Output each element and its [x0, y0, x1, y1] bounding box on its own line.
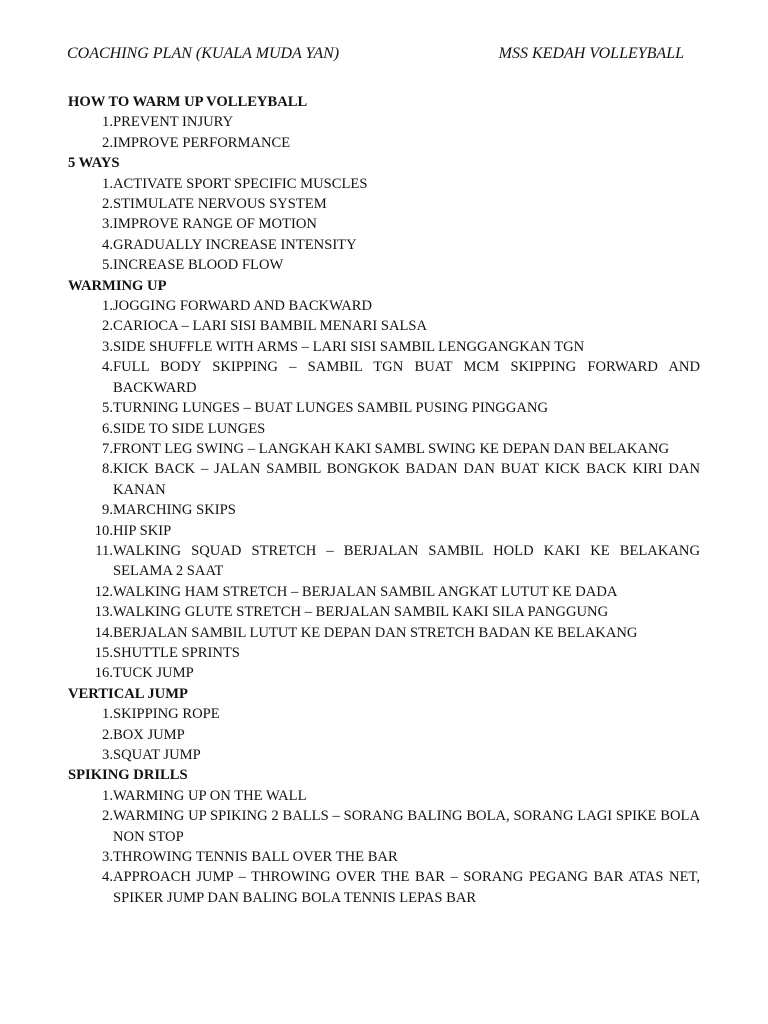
list-item-number-text: 1. — [102, 175, 113, 192]
list-item-number — [68, 439, 113, 459]
list-item-number-text: 4. — [102, 869, 113, 886]
list-item — [68, 316, 700, 336]
list-item — [68, 521, 700, 541]
list-item-text: SIDE TO SIDE LUNGES — [113, 420, 266, 437]
list-item-text: FULL BODY SKIPPING – SAMBIL TGN BUAT MCM SKIPPING FORWARD AND BACKWARD — [113, 359, 700, 396]
list-item — [68, 459, 700, 500]
list-item-number — [68, 174, 113, 194]
list-item-number — [68, 500, 113, 520]
list-item-number-text: 2. — [102, 196, 113, 213]
list-item-number-text: 4. — [102, 236, 113, 253]
list-item — [68, 174, 700, 194]
list-item — [68, 725, 700, 745]
list-item-number-text: 4. — [102, 359, 113, 376]
section-list — [68, 296, 700, 684]
list-item-number-text: 16. — [94, 665, 113, 682]
list-item-text: PREVENT INJURY — [113, 114, 234, 131]
list-item-number — [68, 847, 113, 867]
list-item — [68, 847, 700, 867]
list-item-number — [68, 112, 113, 132]
list-item-text: CARIOCA – LARI SISI BAMBIL MENARI SALSA — [113, 318, 428, 335]
list-item-number-text: 1. — [102, 787, 113, 804]
list-item-text: SHUTTLE SPRINTS — [113, 644, 240, 661]
section-heading: WARMING UP — [68, 277, 167, 294]
list-item — [68, 806, 700, 847]
list-item — [68, 643, 700, 663]
list-item-number — [68, 725, 113, 745]
document-body — [68, 92, 700, 908]
list-item — [68, 439, 700, 459]
list-item-text: THROWING TENNIS BALL OVER THE BAR — [113, 849, 398, 866]
list-item-number — [68, 255, 113, 275]
list-item-text: BERJALAN SAMBIL LUTUT KE DEPAN DAN STRETCH BADAN KE BELAKANG — [113, 624, 638, 641]
list-item-number-text: 2. — [102, 808, 113, 825]
list-item-number-text: 1. — [102, 114, 113, 131]
list-item — [68, 745, 700, 765]
list-item-number-text: 11. — [95, 542, 113, 559]
list-item-number — [68, 704, 113, 724]
list-item-text: APPROACH JUMP – THROWING OVER THE BAR – SORANG PEGANG BAR ATAS NET, SPIKER JUMP DAN BALING BOLA TENNIS LEPAS BAR — [113, 869, 700, 906]
header-organization: MSS KEDAH VOLLEYBALL — [498, 45, 684, 62]
list-item — [68, 541, 700, 582]
list-item-number-text: 14. — [94, 624, 113, 641]
list-item-text: TUCK JUMP — [113, 665, 194, 682]
section-list — [68, 112, 700, 153]
list-item-number — [68, 214, 113, 234]
list-item — [68, 133, 700, 153]
list-item-text: HIP SKIP — [113, 522, 172, 539]
list-item-text: JOGGING FORWARD AND BACKWARD — [113, 298, 373, 315]
list-item-text: MARCHING SKIPS — [113, 502, 236, 519]
list-item-number-text: 2. — [102, 726, 113, 743]
list-item-number — [68, 602, 113, 622]
list-item — [68, 255, 700, 275]
list-item-number-text: 1. — [102, 706, 113, 723]
page-header — [67, 45, 684, 67]
list-item-number-text: 3. — [102, 747, 113, 763]
section-heading: SPIKING DRILLS — [68, 767, 188, 784]
list-item — [68, 194, 700, 214]
list-item-number — [68, 235, 113, 255]
list-item-number-text: 8. — [102, 461, 113, 478]
list-item-text: WALKING HAM STRETCH – BERJALAN SAMBIL ANGKAT LUTUT KE DADA — [113, 583, 618, 600]
list-item — [68, 398, 700, 418]
list-item-number-text: 5. — [102, 400, 113, 417]
list-item — [68, 663, 700, 683]
list-item-text: WALKING GLUTE STRETCH – BERJALAN SAMBIL KAKI SILA PANGGUNG — [113, 604, 609, 621]
list-item-number — [68, 337, 113, 357]
list-item — [68, 704, 700, 724]
list-item-number-text: 10. — [94, 522, 113, 539]
section-list — [68, 704, 700, 765]
list-item-number-text: 12. — [94, 583, 113, 600]
list-item-number — [68, 806, 113, 847]
list-item-number-text: 1. — [102, 298, 113, 315]
section-heading: VERTICAL JUMP — [68, 685, 188, 702]
list-item-number — [68, 541, 113, 582]
list-item-text: STIMULATE NERVOUS SYSTEM — [113, 196, 327, 213]
list-item-number-text: 2. — [102, 134, 113, 151]
list-item-number — [68, 663, 113, 683]
list-item-number — [68, 623, 113, 643]
list-item-number-text: 15. — [94, 644, 113, 661]
list-item-text: SKIPPING ROPE — [113, 706, 220, 723]
list-item — [68, 112, 700, 132]
section-list — [68, 174, 700, 276]
list-item-number — [68, 357, 113, 398]
list-item-number-text: 9. — [102, 502, 113, 519]
list-item-number — [68, 582, 113, 602]
header-title: COACHING PLAN (KUALA MUDA YAN) — [67, 45, 340, 62]
list-item-number-text: 7. — [102, 440, 113, 457]
list-item-text: TURNING LUNGES – BUAT LUNGES SAMBIL PUSING PINGGANG — [113, 400, 548, 417]
list-item-number — [68, 867, 113, 908]
list-item-text: FRONT LEG SWING – LANGKAH KAKI SAMBL SWING KE DEPAN DAN BELAKANG — [113, 440, 670, 457]
list-item-text: WARMING UP SPIKING 2 BALLS – SORANG BALING BOLA, SORANG LAGI SPIKE BOLA NON STOP — [113, 808, 700, 845]
list-item-number-text: 2. — [102, 318, 113, 335]
list-item-text: GRADUALLY INCREASE INTENSITY — [113, 236, 357, 253]
list-item-number — [68, 643, 113, 663]
list-item-number — [68, 786, 113, 806]
list-item-number-text: 13. — [94, 604, 113, 621]
list-item — [68, 214, 700, 234]
list-item — [68, 296, 700, 316]
list-item-text: BOX JUMP — [113, 726, 185, 743]
list-item — [68, 786, 700, 806]
list-item-text: SIDE SHUFFLE WITH ARMS – LARI SISI SAMBIL LENGGANGKAN TGN — [113, 338, 585, 355]
list-item-number — [68, 521, 113, 541]
list-item — [68, 337, 700, 357]
list-item-number — [68, 296, 113, 316]
list-item-number-text: 6. — [102, 420, 113, 437]
list-item — [68, 419, 700, 439]
list-item — [68, 500, 700, 520]
list-item-text: ACTIVATE SPORT SPECIFIC MUSCLES — [113, 175, 368, 192]
section-list — [68, 786, 700, 908]
list-item-text: WARMING UP ON THE WALL — [113, 787, 307, 804]
list-item — [68, 582, 700, 602]
list-item-number — [68, 316, 113, 336]
list-item-number-text: 5. — [102, 257, 113, 274]
list-item-text: IMPROVE PERFORMANCE — [113, 134, 291, 151]
list-item-number — [68, 745, 113, 765]
list-item-text: WALKING SQUAD STRETCH – BERJALAN SAMBIL HOLD KAKI KE BELAKANG SELAMA 2 SAAT — [113, 542, 700, 580]
list-item-number-text: 3. — [102, 338, 113, 355]
section-heading: 5 WAYS — [68, 155, 120, 172]
list-item-number — [68, 459, 113, 500]
list-item-text: KICK BACK – JALAN SAMBIL BONGKOK BADAN DAN BUAT KICK BACK KIRI DAN KANAN — [113, 461, 700, 498]
list-item-text: INCREASE BLOOD FLOW — [113, 257, 284, 274]
list-item — [68, 623, 700, 643]
list-item — [68, 357, 700, 398]
list-item — [68, 867, 700, 908]
list-item-number — [68, 398, 113, 418]
list-item-number — [68, 419, 113, 439]
list-item — [68, 235, 700, 255]
list-item-text: IMPROVE RANGE OF MOTION — [113, 216, 317, 233]
list-item-number-text: 3. — [102, 216, 113, 233]
list-item — [68, 602, 700, 622]
list-item-number-text: 3. — [102, 849, 113, 866]
list-item-text: SQUAT JUMP — [113, 747, 201, 763]
section-heading: HOW TO WARM UP VOLLEYBALL — [68, 94, 308, 110]
list-item-number — [68, 194, 113, 214]
list-item-number — [68, 133, 113, 153]
